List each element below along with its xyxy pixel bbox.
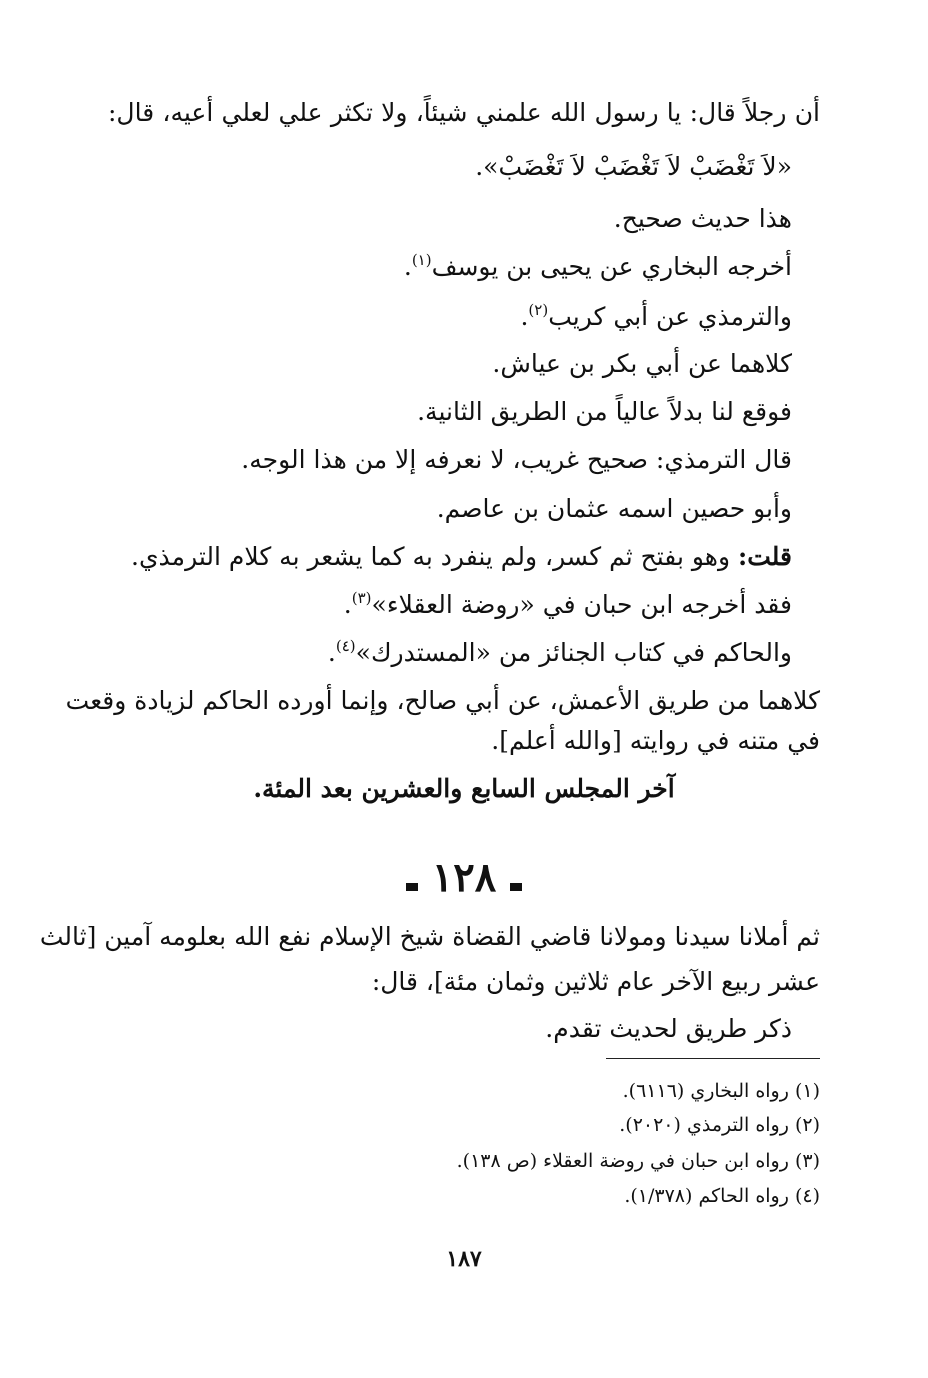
body-line-12	[328, 636, 792, 670]
body-line-3: هذا حديث صحيح.	[613, 204, 792, 233]
footnote-2: (٢) رواه الترمذي (٢٠٢٠).	[619, 1114, 820, 1136]
page-number: ١٨٧	[446, 1246, 482, 1272]
body-line-11-period: .	[343, 590, 352, 619]
body-line-12-text: والحاكم في كتاب الجنائز من «المستدرك»	[355, 638, 792, 667]
hadith-number: ١٢٨	[431, 854, 497, 901]
session-end-heading: آخر المجلس السابع والعشرين بعد المئة.	[253, 774, 675, 803]
footnote-divider	[606, 1058, 820, 1059]
intro-line-2: عشر ربيع الآخر عام ثلاثين وثمان مئة]، قال:	[371, 967, 820, 996]
body-line-5-text: والترمذي عن أبي كريب	[548, 302, 792, 331]
body-line-12-period: .	[327, 638, 336, 667]
body-line-4-text: أخرجه البخاري عن يحيى بن يوسف	[431, 252, 792, 281]
body-line-5-period: .	[520, 302, 529, 331]
intro-line-3: ذكر طريق لحديث تقدم.	[545, 1014, 792, 1043]
hadith-number-heading	[0, 852, 928, 912]
body-line-8: قال الترمذي: صحيح غريب، لا نعرفه إلا من هذا الوجه.	[241, 445, 792, 474]
body-line-10-text: وهو بفتح ثم كسر، ولم ينفرد به كما يشعر به كلام الترمذي.	[131, 542, 731, 571]
footnote-ref-3: (٣)	[351, 589, 372, 607]
intro-line-1: ثم أملانا سيدنا ومولانا قاضي القضاة شيخ الإسلام نفع الله بعلومه آمين [ثالث	[39, 922, 820, 951]
body-line-1: أن رجلاً قال: يا رسول الله علمني شيئاً، ولا تكثر علي لعلي أعيه، قال:	[108, 98, 820, 127]
body-line-4	[404, 250, 792, 284]
body-line-9: وأبو حصين اسمه عثمان بن عاصم.	[436, 494, 792, 523]
dash-ornament	[406, 883, 418, 891]
footnote-ref-1: (١)	[411, 251, 432, 269]
body-line-4-period: .	[403, 252, 412, 281]
body-line-7: فوقع لنا بدلاً عالياً من الطريق الثانية.	[417, 397, 792, 426]
body-line-11-text: فقد أخرجه ابن حبان في «روضة العقلاء»	[371, 590, 792, 619]
body-line-14: في متنه في روايته [والله أعلم].	[491, 726, 820, 755]
body-line-13: كلاهما من طريق الأعمش، عن أبي صالح، وإنما أورده الحاكم لزيادة وقعت	[65, 686, 820, 715]
dash-ornament	[510, 883, 522, 891]
footnote-3: (٣) رواه ابن حبان في روضة العقلاء (ص ١٣٨).	[456, 1150, 820, 1172]
footnote-ref-4: (٤)	[335, 637, 356, 655]
footnote-1: (١) رواه البخاري (٦١١٦).	[622, 1080, 820, 1102]
footnote-ref-2: (٢)	[528, 301, 549, 319]
body-line-5	[520, 300, 792, 334]
footnote-4: (٤) رواه الحاكم (١/٣٧٨).	[624, 1185, 820, 1207]
body-line-11	[344, 588, 792, 622]
body-line-6: كلاهما عن أبي بكر بن عياش.	[492, 349, 792, 378]
body-line-2: «لاَ تَغْضَبْ لاَ تَغْضَبْ لاَ تَغْضَبْ».	[475, 152, 792, 181]
qult-label: قلت:	[737, 542, 792, 571]
body-line-10	[131, 540, 792, 574]
